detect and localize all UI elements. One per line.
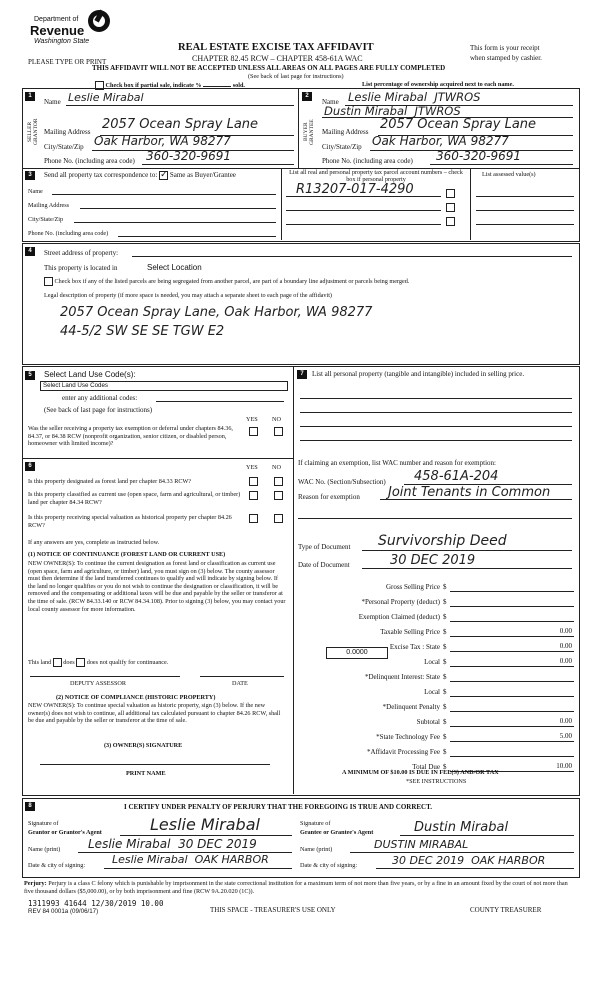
form-number: REV 84 0001a (09/06/17) — [28, 908, 99, 915]
does-not-checkbox[interactable] — [76, 658, 85, 667]
receipt-line1: This form is your receipt — [470, 44, 540, 52]
please-type: PLEASE TYPE OR PRINT — [28, 58, 107, 66]
partial-sale-label: Check box if partial sale, indicate % — [105, 81, 202, 89]
does-checkbox[interactable] — [53, 658, 62, 667]
list-percentage: List percentage of ownership acquired next to each name. — [362, 81, 514, 88]
fee-label: *State Technology Fee — [376, 733, 440, 741]
doc-type-label: Type of Document — [298, 543, 351, 551]
legal-line1[interactable]: 2057 Ocean Spray Lane, Oak Harbor, WA 98277 — [60, 305, 373, 320]
additional-codes-input[interactable] — [156, 393, 284, 402]
seller-name[interactable]: Leslie Mirabal — [68, 91, 144, 104]
sec5-no: NO — [272, 416, 281, 423]
sec6-q3: Is this property receiving special valuation as historical property per chapter 84.26 RCW? — [28, 514, 232, 529]
land-use-select[interactable]: Select Land Use Codes — [40, 381, 288, 391]
print-name-label: PRINT NAME — [126, 770, 166, 777]
parcel-personal-checkbox-3[interactable] — [446, 217, 455, 226]
receipt-line2: when stamped by cashier. — [470, 54, 542, 62]
sec6-no: NO — [272, 464, 281, 471]
doc-type[interactable]: Survivorship Deed — [378, 533, 507, 549]
located-label: This property is located in — [44, 264, 118, 272]
seller-phone-label: Phone No. (including area code) — [44, 157, 135, 165]
fee-value[interactable]: 0.00 — [559, 657, 572, 665]
buyer-city[interactable]: Oak Harbor, WA 98277 — [372, 134, 509, 148]
fee-value[interactable]: 5.00 — [559, 732, 572, 740]
corr-mailing-label: Mailing Address — [28, 202, 70, 209]
seller-name-label: Name — [44, 98, 61, 106]
fee-label: *Delinquent Interest: State — [364, 673, 440, 681]
qualify-label: qualify for continuance. — [109, 658, 169, 666]
exemption-reason[interactable]: Joint Tenants in Common — [388, 485, 551, 500]
segregated-label: Check box if any of the listed parcels are being segregated from another parcel, are part of a boundary line adjustment or parcels being merged. — [54, 277, 410, 285]
buyer-phone[interactable]: 360-320-9691 — [436, 149, 522, 163]
owner-signature-label: (3) OWNER(S) SIGNATURE — [104, 742, 183, 749]
fee-currency: $ — [443, 748, 447, 756]
sec6-q1-yes[interactable] — [249, 477, 258, 486]
fee-label: Local — [424, 688, 440, 696]
fee-currency: $ — [443, 628, 447, 636]
grantee-sig-label2: Grantee or Grantee's Agent — [300, 829, 374, 836]
sec5-yes: YES — [246, 416, 258, 423]
dept-line1: Department of — [34, 16, 79, 23]
sec6-q2: Is this property classified as current use (open space, farm and agricultural, or timber) land per chapter 84.34 RCW? — [28, 491, 241, 506]
notice2-body: NEW OWNER(S): To continue special valuation as historic property, sign (3) below. If the new owner(s) does not wish to continue, all additional tax calculated pursuant to chapter 84.26 RCW, shall be due and payable by the seller or transferor at the time of sale. — [28, 702, 281, 725]
certify-statement: I CERTIFY UNDER PENALTY OF PERJURY THAT THE FOREGOING IS TRUE AND CORRECT. — [124, 803, 433, 811]
local-rate-input[interactable]: 0.0000 — [326, 647, 388, 659]
perjury-body: Perjury is a class C felony which is punishable by imprisonment in the state correctional institution for a maximum term of not more than five years, or by a fine in an amount fixed by the court of not more than five thousand dollars ($5,000.00), or by both imprisonment and fine (RCW 9A.20.020 (1C)). — [24, 880, 568, 895]
seller-phone[interactable]: 360-320-9691 — [146, 149, 232, 163]
grantee-name[interactable]: DUSTIN MIRABAL — [374, 838, 469, 851]
parcel-number[interactable]: R13207-017-4290 — [296, 182, 414, 197]
segregated-checkbox[interactable] — [44, 277, 53, 286]
fee-value[interactable]: 0.00 — [559, 627, 572, 635]
buyer-side-label: BUYER GRANTEE — [303, 119, 315, 145]
fee-label: Total Due — [412, 763, 440, 771]
min-due: A MINIMUM OF $10.00 IS DUE IN FEE(S) AND/OR TAX — [342, 769, 499, 776]
wac-number[interactable]: 458-61A-204 — [414, 469, 499, 484]
fee-currency: $ — [443, 643, 447, 651]
seller-city-label: City/State/Zip — [44, 143, 84, 151]
fee-currency: $ — [443, 583, 447, 591]
fee-label: Subtotal — [416, 718, 440, 726]
grantee-date-city-label: Date & city of signing: — [300, 862, 358, 869]
grantor-signature[interactable]: Leslie Mirabal — [150, 815, 260, 834]
fee-currency: $ — [443, 673, 447, 681]
sec5-q1-no[interactable] — [274, 427, 283, 436]
sec5-q1: Was the seller receiving a property tax exemption or deferral under chapters 84.36, 84.37, or 84.38 RCW (nonprofit organization, senior citizen, or disabled person, homeowner with limited income)? — [28, 425, 233, 447]
fee-label: *Affidavit Processing Fee — [367, 748, 440, 756]
see-instructions: *SEE INSTRUCTIONS — [406, 778, 467, 785]
sec6-q2-yes[interactable] — [249, 491, 258, 500]
send-label: Send all property tax correspondence to: — [44, 171, 158, 180]
fee-currency: $ — [443, 613, 447, 621]
fee-value[interactable]: 10.00 — [556, 762, 572, 770]
county-treasurer: COUNTY TREASURER — [470, 906, 542, 914]
form-chapter: CHAPTER 82.45 RCW – CHAPTER 458-61A WAC — [192, 54, 363, 63]
same-as-label: Same as Buyer/Grantee — [169, 171, 236, 180]
dept-line3: Washington State — [34, 38, 90, 45]
fee-label: Exemption Claimed (deduct) — [358, 613, 440, 621]
sec5-see-back: (See back of last page for instructions) — [44, 406, 153, 414]
doc-date[interactable]: 30 DEC 2019 — [390, 553, 476, 568]
this-land-label: This land — [28, 658, 52, 666]
fee-label: Taxable Selling Price — [380, 628, 440, 636]
does-not-label: does not — [86, 658, 108, 666]
fee-currency: $ — [443, 598, 447, 606]
treasurer-space: THIS SPACE - TREASURER'S USE ONLY — [210, 906, 336, 914]
sec6-q1-no[interactable] — [274, 477, 283, 486]
fee-value[interactable]: 0.00 — [559, 642, 572, 650]
seller-mailing-label: Mailing Address — [44, 128, 91, 136]
seller-city[interactable]: Oak Harbor, WA 98277 — [94, 134, 231, 148]
form-title: REAL ESTATE EXCISE TAX AFFIDAVIT — [178, 42, 374, 53]
dor-logo-mark-icon — [88, 10, 110, 32]
seller-mailing[interactable]: 2057 Ocean Spray Lane — [102, 117, 259, 132]
land-use-label: Select Land Use Code(s): — [44, 370, 136, 379]
buyer-name2[interactable]: Dustin Mirabal JTWROS — [324, 104, 461, 118]
grantor-sig-label2: Grantor or Grantor's Agent — [28, 829, 102, 836]
grantee-name-label: Name (print) — [300, 846, 333, 853]
segregated-row — [44, 277, 409, 286]
fee-line — [450, 613, 574, 622]
fee-currency: $ — [443, 763, 447, 771]
parcel-personal-checkbox-1[interactable] — [446, 189, 455, 198]
grantor-date-city-label: Date & city of signing: — [28, 862, 86, 869]
sec6-q3-no[interactable] — [274, 514, 283, 523]
fee-line — [450, 688, 574, 697]
sec5-q1-yes[interactable] — [249, 427, 258, 436]
buyer-phone-label: Phone No. (including area code) — [322, 157, 413, 165]
buyer-mailing[interactable]: 2057 Ocean Spray Lane — [380, 117, 537, 132]
fee-label: Local — [424, 658, 440, 666]
sold-label: sold. — [232, 81, 245, 89]
deputy-assessor: DEPUTY ASSESSOR — [70, 680, 126, 687]
parcel-personal-checkbox-2[interactable] — [446, 203, 455, 212]
fee-currency: $ — [443, 658, 447, 666]
fee-label: *Personal Property (deduct) — [361, 598, 440, 606]
grantor-name[interactable]: Leslie Mirabal 30 DEC 2019 — [88, 837, 257, 851]
notice1-body: NEW OWNER(S): To continue the current designation as forest land or classification as current use (open space, farm and agriculture, or timber) land, you must sign on (3) below. The county assessor must then determine if the land transferred continues to qualify and will indicate by signing below. If the land no longer qualifies or you do not wish to continue the designation or classification, it will be removed and the compensating or additional taxes will be due and payable by the seller or transferor at the time of sale. (RCW 84.33.140 or RCW 84.34.108). Prior to signing (3) below, you may contact your local county assessor for more information. — [28, 560, 286, 613]
deputy-date: DATE — [232, 680, 248, 687]
buyer-mailing-label: Mailing Address — [322, 128, 369, 136]
fee-line — [450, 598, 574, 607]
dor-logo — [30, 8, 120, 48]
grantor-date-city[interactable]: Leslie Mirabal OAK HARBOR — [112, 853, 269, 866]
dept-line2: Revenue — [30, 23, 85, 38]
buyer-name-label: Name — [322, 98, 339, 106]
fee-line — [450, 673, 574, 682]
assessed-header: List assessed value(s) — [482, 171, 536, 178]
sec6-q2-no[interactable] — [274, 491, 283, 500]
fee-label: Excise Tax : State — [389, 643, 440, 651]
doc-date-label: Date of Document — [298, 561, 350, 569]
parcel-header: List all real and personal property tax parcel account numbers – check box if personal property — [289, 169, 463, 183]
perjury-note — [24, 880, 578, 895]
same-as-checkbox[interactable]: ✓ — [160, 169, 168, 179]
seller-side-label: SELLER GRANTOR — [27, 118, 39, 146]
grantee-sig-label1: Signature of — [300, 820, 331, 827]
fee-label: Gross Selling Price — [385, 583, 440, 591]
wac-label: WAC No. (Section/Subsection) — [298, 478, 386, 486]
fee-currency: $ — [443, 688, 447, 696]
exemption-label: If claiming an exemption, list WAC number and reason for exemption: — [298, 459, 496, 467]
buyer-city-label: City/State/Zip — [322, 143, 362, 151]
fee-currency: $ — [443, 718, 447, 726]
fee-line — [450, 583, 574, 592]
list-personal-label: List all personal property (tangible and intangible) included in selling price. — [312, 370, 525, 378]
legal-line2[interactable]: 44-5/2 SW SE SE TGW E2 — [60, 324, 225, 339]
grantor-sig-label1: Signature of — [28, 820, 59, 827]
fee-line — [450, 703, 574, 712]
additional-codes-label: enter any additional codes: — [62, 394, 138, 402]
sec6-if-yes: If any answers are yes, complete as instructed below. — [28, 539, 160, 546]
fee-line — [450, 748, 574, 757]
corr-phone-label: Phone No. (including area code) — [28, 230, 109, 237]
fee-label: *Delinquent Penalty — [382, 703, 440, 711]
corr-city-label: City/State/Zip — [28, 216, 64, 223]
treasurer-stamp: 1311993 41644 12/30/2019 10.00 — [28, 899, 164, 908]
street-label: Street address of property: — [44, 249, 119, 257]
corr-name-label: Name — [28, 188, 43, 195]
fee-currency: $ — [443, 733, 447, 741]
sec6-q3-yes[interactable] — [249, 514, 258, 523]
buyer-name1[interactable]: Leslie Mirabal JTWROS — [348, 90, 481, 104]
location-select[interactable]: Select Location — [147, 263, 202, 272]
continuance-row — [28, 658, 168, 667]
sec6-q1: Is this property designated as forest land per chapter 84.33 RCW? — [28, 478, 192, 485]
grantee-date-city[interactable]: 30 DEC 2019 OAK HARBOR — [392, 854, 546, 867]
legal-label: Legal description of property (if more space is needed, you may attach a separate sheet to each page of the affidavit) — [44, 292, 332, 299]
sec6-yes: YES — [246, 464, 258, 471]
see-back: (See back of last page for instructions) — [248, 73, 344, 80]
fee-currency: $ — [443, 703, 447, 711]
perjury-title: Perjury: — [24, 880, 47, 887]
notice1-title: (1) NOTICE OF CONTINUANCE (FOREST LAND OR CURRENT USE) — [28, 551, 226, 558]
does-label: does — [63, 658, 75, 666]
reason-label: Reason for exemption — [298, 493, 360, 501]
section4-box — [22, 243, 580, 365]
correspondence-row — [44, 171, 236, 180]
form-warning: THIS AFFIDAVIT WILL NOT BE ACCEPTED UNLESS ALL AREAS ON ALL PAGES ARE FULLY COMPLETED — [92, 64, 446, 72]
fee-value[interactable]: 0.00 — [559, 717, 572, 725]
grantor-name-label: Name (print) — [28, 846, 61, 853]
grantee-signature[interactable]: Dustin Mirabal — [414, 820, 509, 835]
notice2-title: (2) NOTICE OF COMPLIANCE (HISTORIC PROPERTY) — [56, 694, 216, 701]
